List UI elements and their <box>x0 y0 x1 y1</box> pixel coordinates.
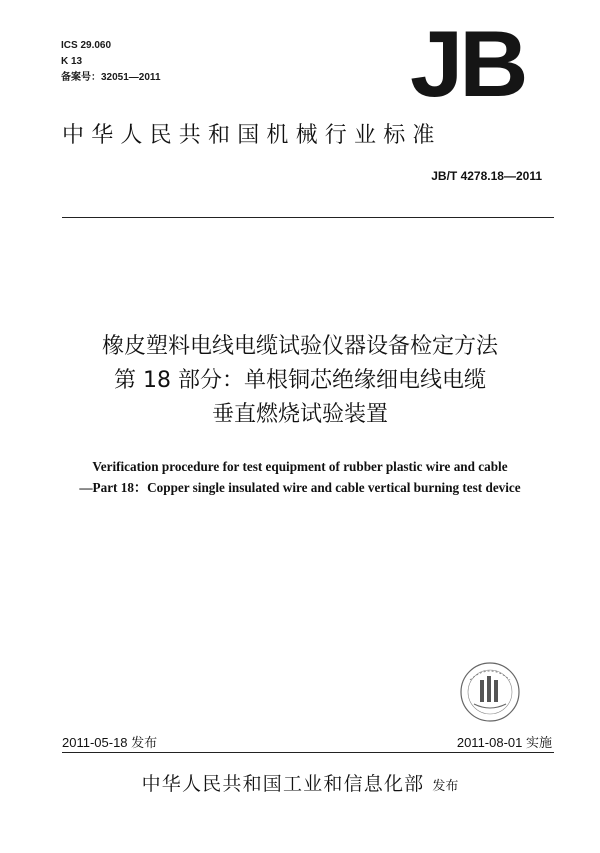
english-title <box>0 456 600 498</box>
publisher-line <box>0 768 600 803</box>
record-number: 备案号：32051—2011 <box>61 72 161 83</box>
top-divider <box>62 217 554 218</box>
title-line-1: 橡皮塑料电线电缆试验仪器设备检定方法 <box>101 334 498 359</box>
implementation-date: 2011-08-01 实施 <box>456 735 552 750</box>
standard-category: 中华人民共和国机械行业标准 <box>62 123 442 148</box>
publisher-name: 中华人民共和国工业和信息化部 <box>141 773 425 795</box>
ccs-code: K 13 <box>61 56 83 67</box>
chinese-title <box>0 330 600 432</box>
bottom-divider <box>62 752 554 753</box>
title-line-3: 垂直燃烧试验装置 <box>211 402 388 427</box>
ics-code: ICS 29.060 <box>61 40 112 51</box>
jb-logo: JB <box>410 11 525 116</box>
issue-date: 2011-05-18 发布 <box>62 735 158 750</box>
standard-code: JB/T 4278.18—2011 <box>431 169 542 183</box>
classification-block <box>61 38 161 86</box>
title-line-2: 第 18 部分：单根铜芯绝缘细电线电缆 <box>114 368 486 393</box>
english-title-line-1: Verification procedure for test equipment of rubber plastic wire and cable <box>92 459 508 474</box>
publisher-action: 发布 <box>432 779 459 794</box>
english-title-line-2: —Part 18：Copper single insulated wire and cable vertical burning test device <box>79 480 521 495</box>
publisher-seal-stamp <box>458 660 522 724</box>
